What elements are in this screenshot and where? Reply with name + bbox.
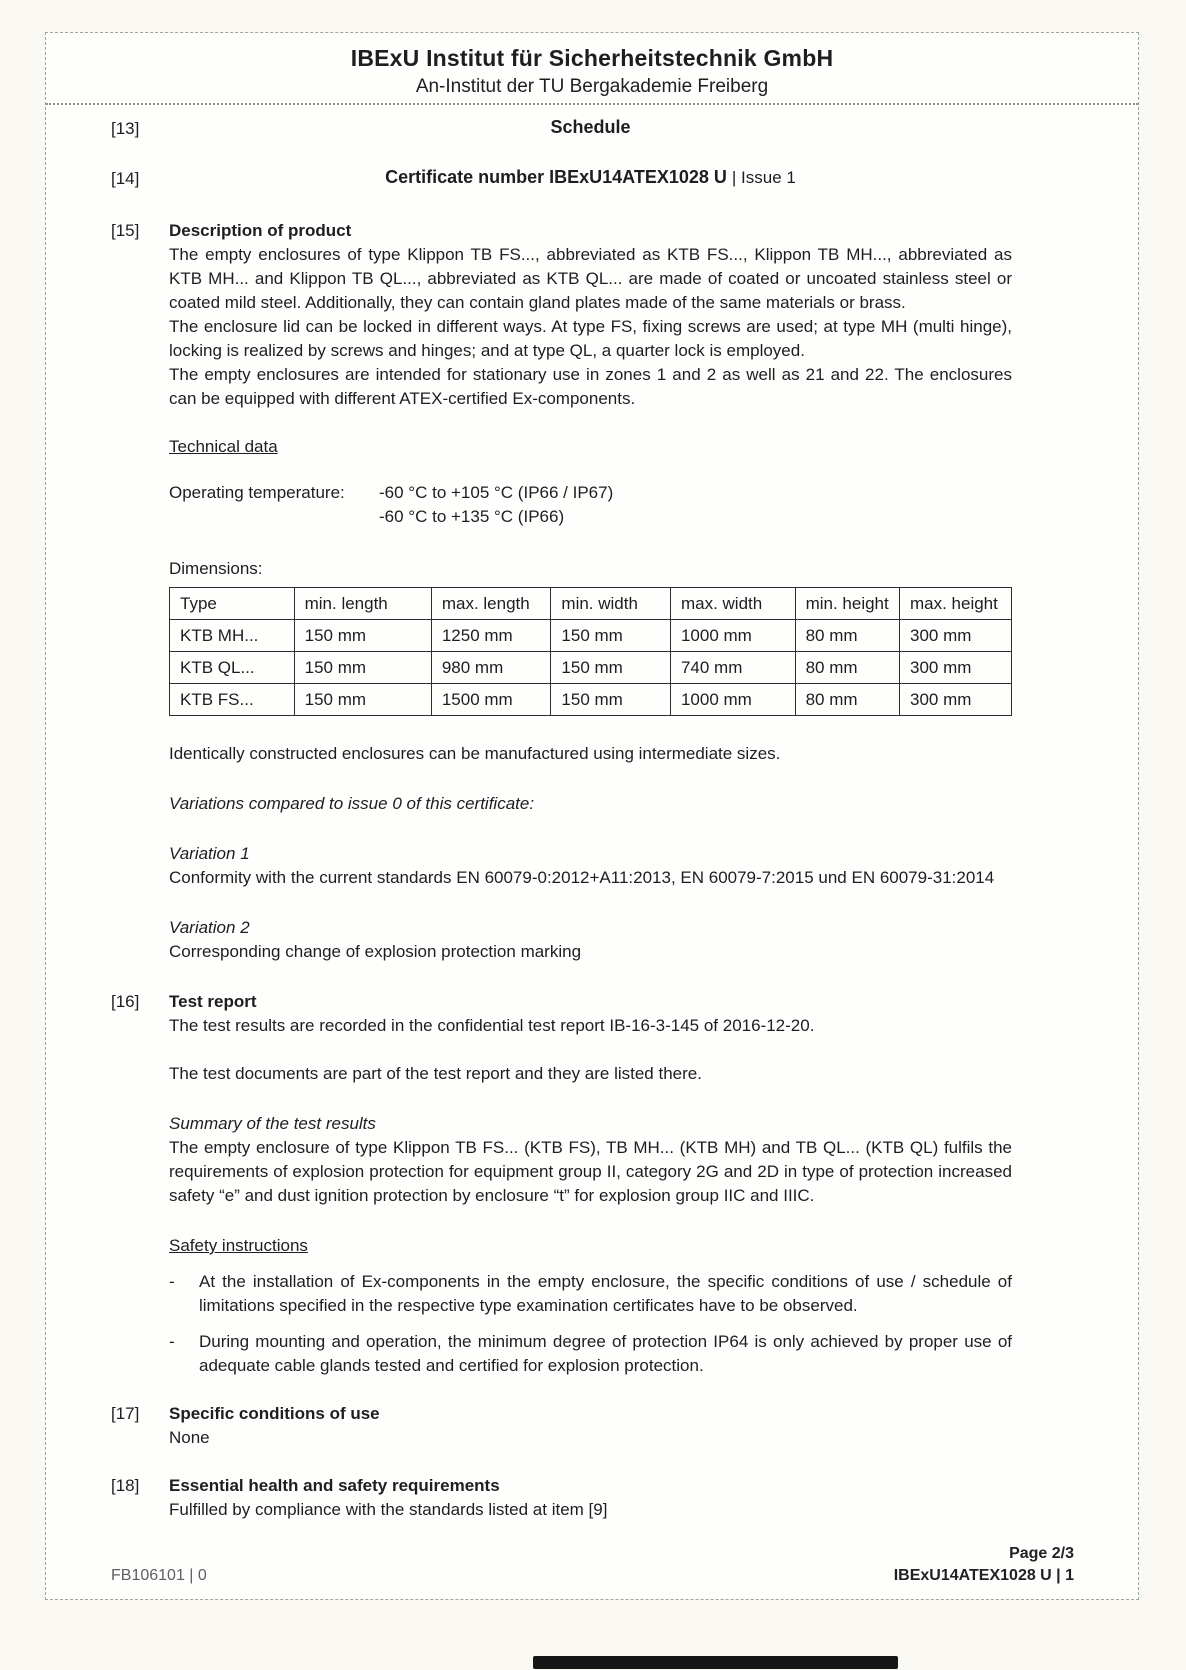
bullet-dash: - xyxy=(169,1332,175,1351)
essential-requirements-text: Fulfilled by compliance with the standards listed at item [9] xyxy=(169,1500,608,1519)
table-cell: 300 mm xyxy=(899,684,1011,716)
table-cell: KTB MH... xyxy=(170,620,295,652)
description-paragraph: The enclosure lid can be locked in different ways. At type FS, fixing screws are used; at type MH (multi hinge), locking is realized by screws and hinges; and at type QL, a quarter lock is employed. xyxy=(169,317,1012,360)
table-cell: 1000 mm xyxy=(670,620,795,652)
variations-intro: Variations compared to issue 0 of this certificate: xyxy=(169,794,535,813)
table-cell: 1500 mm xyxy=(431,684,551,716)
operating-temperature-label: Operating temperature: xyxy=(169,483,345,502)
safety-instructions-heading: Safety instructions xyxy=(169,1236,308,1255)
table-cell: KTB FS... xyxy=(170,684,295,716)
scan-artifact-bar xyxy=(533,1656,898,1669)
operating-temperature-row xyxy=(169,481,1012,529)
dimensions-label: Dimensions: xyxy=(169,559,263,578)
table-cell: 80 mm xyxy=(795,684,899,716)
schedule-title: Schedule xyxy=(550,117,631,137)
institute-title: IBExU Institut für Sicherheitstechnik GmbH xyxy=(350,45,834,71)
table-header-cell: Type xyxy=(170,588,295,620)
bullet-dash: - xyxy=(169,1272,175,1291)
specific-conditions-text: None xyxy=(169,1428,210,1447)
safety-bullet xyxy=(169,1330,1012,1378)
institute-subtitle: An-Institut der TU Bergakademie Freiberg xyxy=(415,76,769,97)
variation-2-text: Corresponding change of explosion protection marking xyxy=(169,942,582,961)
table-cell: 150 mm xyxy=(551,652,671,684)
essential-requirements-heading: Essential health and safety requirements xyxy=(169,1476,500,1495)
item-number-17: [17] xyxy=(111,1404,140,1423)
certificate-number: Certificate number IBExU14ATEX1028 U xyxy=(385,167,727,187)
section-17 xyxy=(46,1402,1138,1450)
header-divider xyxy=(46,103,1138,105)
table-cell: 150 mm xyxy=(294,684,431,716)
summary-text: The empty enclosure of type Klippon TB FS... (KTB FS), TB MH... (KTB MH) and TB QL... (KTB QL) fulfils the requirements of explosion protection for equipment group II, category 2G and 2D in type of protection increased safety “e” and dust ignition protection by enclosure “t” for explosion group IIC and IIIC. xyxy=(169,1138,1012,1205)
footer-right xyxy=(894,1543,1074,1587)
item-number-14: [14] xyxy=(111,169,140,188)
section-13 xyxy=(46,117,1138,141)
item-number-13: [13] xyxy=(111,119,140,138)
bullet-text: During mounting and operation, the minimum degree of protection IP64 is only achieved by proper use of adequate cable glands tested and certified for explosion protection. xyxy=(199,1332,1012,1375)
variation-1-title: Variation 1 xyxy=(169,844,250,863)
description-heading: Description of product xyxy=(169,221,352,240)
technical-data-heading: Technical data xyxy=(169,437,278,456)
section-15 xyxy=(46,219,1138,964)
table-header-cell: max. height xyxy=(899,588,1011,620)
form-number: FB106101 | 0 xyxy=(111,1567,207,1584)
table-cell: 300 mm xyxy=(899,652,1011,684)
intermediate-sizes-note: Identically constructed enclosures can be manufactured using intermediate sizes. xyxy=(169,744,781,763)
table-cell: 1000 mm xyxy=(670,684,795,716)
section-18 xyxy=(46,1474,1138,1522)
item-number-15: [15] xyxy=(111,221,140,240)
variation-2-title: Variation 2 xyxy=(169,918,250,937)
table-cell: 150 mm xyxy=(294,652,431,684)
summary-title: Summary of the test results xyxy=(169,1114,376,1133)
page-footer xyxy=(111,1543,1074,1587)
table-cell: 80 mm xyxy=(795,652,899,684)
section-16 xyxy=(46,990,1138,1378)
table-header-cell: min. height xyxy=(795,588,899,620)
table-header-cell: min. width xyxy=(551,588,671,620)
specific-conditions-heading: Specific conditions of use xyxy=(169,1404,380,1423)
safety-bullet xyxy=(169,1270,1012,1318)
table-row xyxy=(170,620,1012,652)
table-cell: 150 mm xyxy=(294,620,431,652)
footer-certificate-number: IBExU14ATEX1028 U | 1 xyxy=(893,1567,1074,1584)
issue-label: | Issue 1 xyxy=(731,168,796,187)
table-cell: 150 mm xyxy=(551,684,671,716)
test-report-heading: Test report xyxy=(169,992,257,1011)
operating-temperature-values xyxy=(379,481,613,529)
item-number-18: [18] xyxy=(111,1476,140,1495)
test-report-paragraph: The test results are recorded in the confidential test report IB-16-3-145 of 2016-12-20. xyxy=(169,1016,815,1035)
variation-1-text: Conformity with the current standards EN 60079-0:2012+A11:2013, EN 60079-7:2015 und EN 60079-31:2014 xyxy=(169,868,995,887)
table-header-cell: min. length xyxy=(294,588,431,620)
description-paragraph: The empty enclosures of type Klippon TB FS..., abbreviated as KTB FS..., Klippon TB MH..., abbreviated as KTB MH... and Klippon TB QL..., abbreviated as KTB QL... are made of coated or uncoated stainless steel or coated mild steel. Additionally, they can contain gland plates made of the same materials or brass. xyxy=(169,245,1012,312)
document-header xyxy=(46,33,1138,100)
test-documents-paragraph: The test documents are part of the test report and they are listed there. xyxy=(169,1064,702,1083)
section-14 xyxy=(46,167,1138,191)
certificate-sheet xyxy=(45,32,1139,1600)
description-paragraph: The empty enclosures are intended for stationary use in zones 1 and 2 as well as 21 and 22. The enclosures can be equipped with different ATEX-certified Ex-components. xyxy=(169,365,1012,408)
table-header-cell: max. width xyxy=(670,588,795,620)
table-cell: 740 mm xyxy=(670,652,795,684)
table-cell: 1250 mm xyxy=(431,620,551,652)
table-row xyxy=(170,684,1012,716)
table-header-cell: max. length xyxy=(431,588,551,620)
table-header-row xyxy=(170,588,1012,620)
table-cell: KTB QL... xyxy=(170,652,295,684)
item-number-16: [16] xyxy=(111,992,140,1011)
bullet-text: At the installation of Ex-components in the empty enclosure, the specific conditions of use / schedule of limitations specified in the respective type examination certificates have to be observed. xyxy=(199,1272,1012,1315)
table-cell: 80 mm xyxy=(795,620,899,652)
table-cell: 300 mm xyxy=(899,620,1011,652)
table-row xyxy=(170,652,1012,684)
dimensions-table xyxy=(169,587,1012,716)
page-number: Page 2/3 xyxy=(1009,1545,1074,1562)
temperature-range: -60 °C to +135 °C (IP66) xyxy=(379,507,565,526)
table-cell: 150 mm xyxy=(551,620,671,652)
certificate-number-line xyxy=(169,167,1012,191)
temperature-range: -60 °C to +105 °C (IP66 / IP67) xyxy=(379,483,614,502)
table-cell: 980 mm xyxy=(431,652,551,684)
